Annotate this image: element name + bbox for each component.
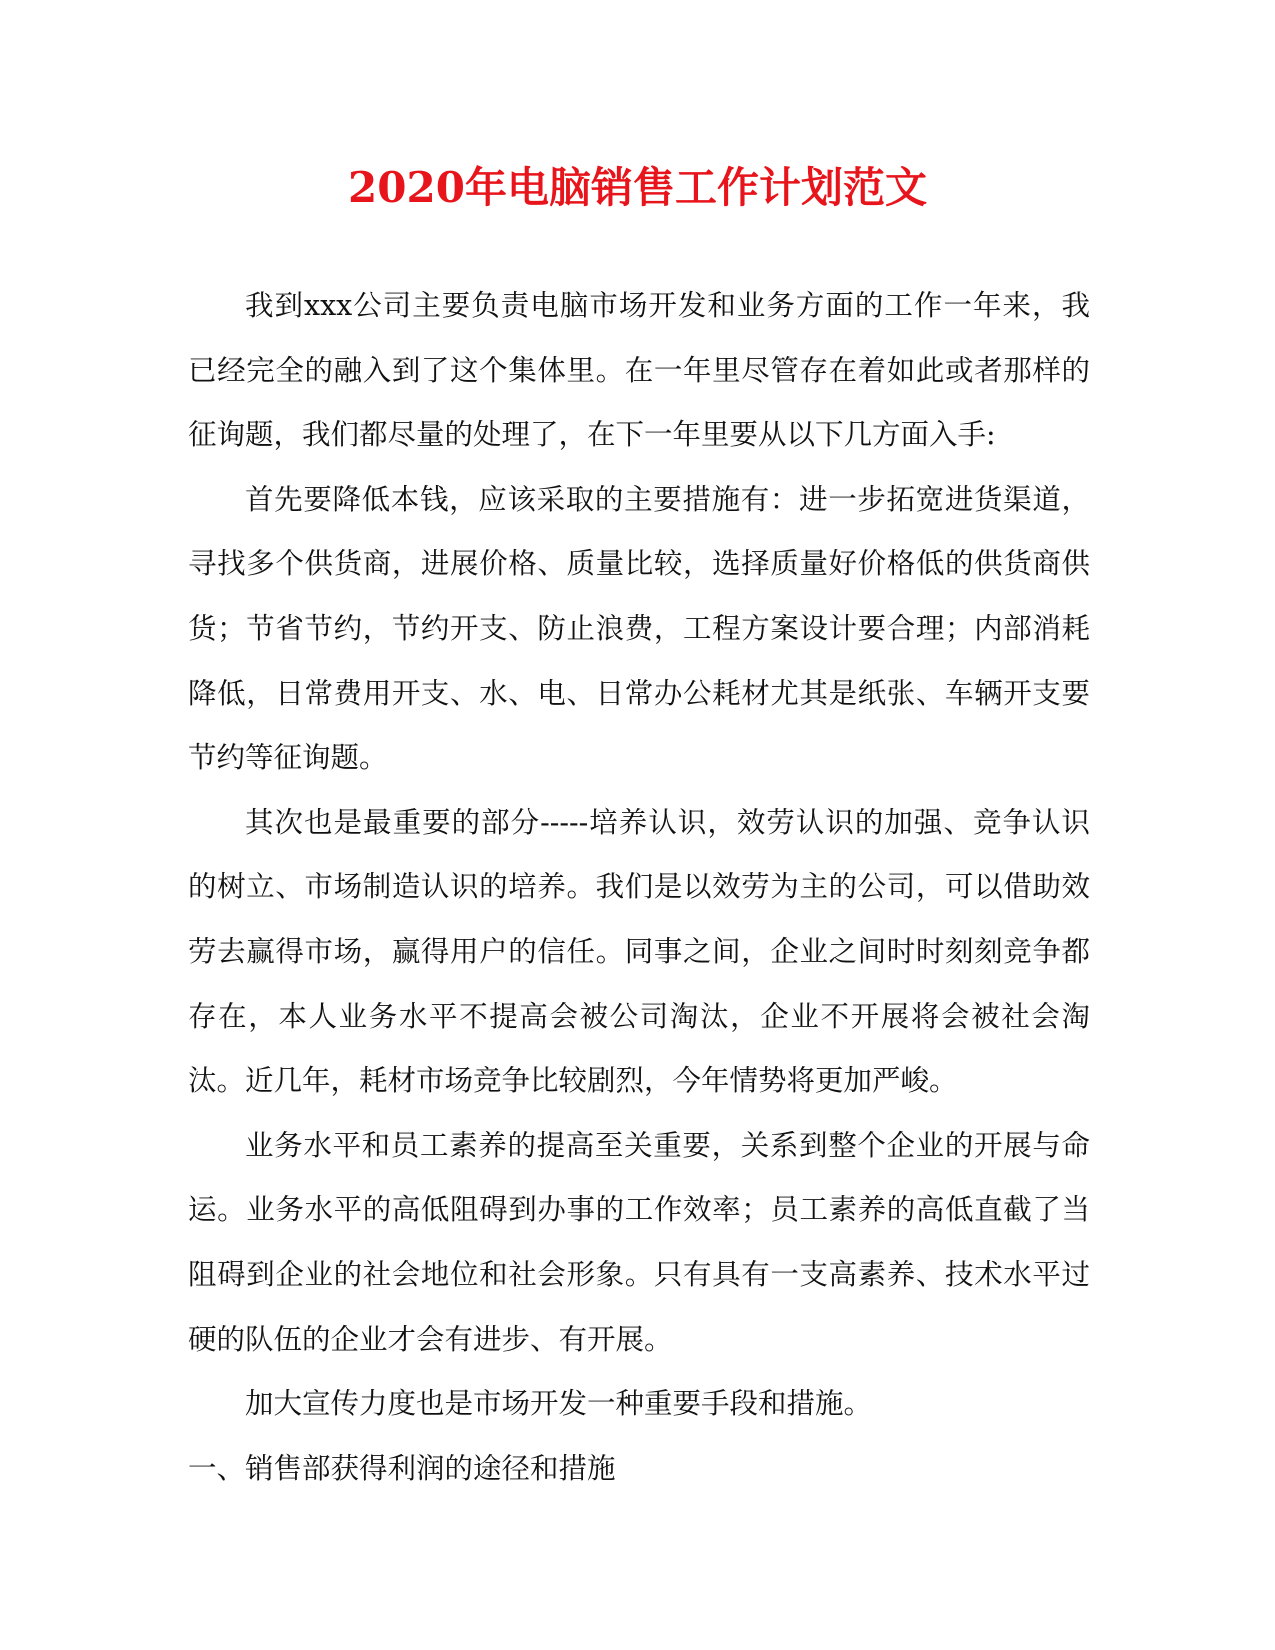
- document-body: [188, 274, 1090, 1501]
- paragraph-cost-reduction: 首先要降低本钱，应该采取的主要措施有：进一步拓宽进货渠道，寻找多个供货商，进展价格、质量比较，选择质量好价格低的供货商供货；节省节约，节约开支、防止浪费，工程方案设计要合理；内部消耗降低，日常费用开支、水、电、日常办公耗材尤其是纸张、车辆开支要节约等征询题。: [188, 482, 1090, 775]
- paragraph-awareness: 其次也是最重要的部分-----培养认识，效劳认识的加强、竞争认识的树立、市场制造认识的培养。我们是以效劳为主的公司，可以借助效劳去赢得市场，赢得用户的信任。同事之间，企业之间时时刻刻竞争都存在，本人业务水平不提高会被公司淘汰，企业不开展将会被社会淘汰。近几年，耗材市场竞争比较剧烈，今年情势将更加严峻。: [188, 805, 1090, 1098]
- paragraph-intro: 我到xxx公司主要负责电脑市场开发和业务方面的工作一年来，我已经完全的融入到了这个集体里。在一年里尽管存在着如此或者那样的征询题，我们都尽量的处理了，在下一年里要从以下几方面入手:: [188, 289, 1090, 452]
- paragraph-publicity: 加大宣传力度也是市场开发一种重要手段和措施。: [245, 1387, 873, 1421]
- section-heading: 一、销售部获得利润的途径和措施: [188, 1451, 616, 1485]
- paragraph-skills: 业务水平和员工素养的提高至关重要，关系到整个企业的开展与命运。业务水平的高低阻碍到办事的工作效率；员工素养的高低直截了当阻碍到企业的社会地位和社会形象。只有具有一支高素养、技术水平过硬的队伍的企业才会有进步、有开展。: [188, 1128, 1090, 1356]
- document-title: 2020年电脑销售工作计划范文: [348, 163, 927, 212]
